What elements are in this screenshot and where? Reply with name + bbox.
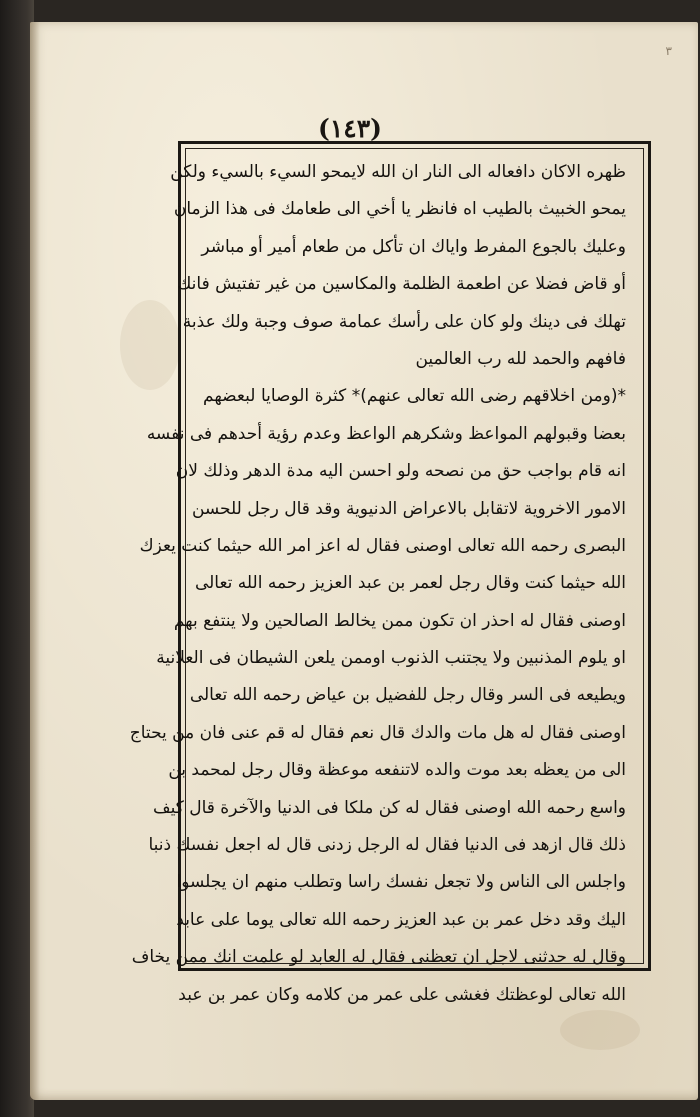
text-line: ظهره الاكان دافعاله الى النار ان الله لايمحو السيء بالسيء ولكن bbox=[170, 162, 626, 182]
book-spine-shadow bbox=[0, 0, 34, 1117]
text-line: يمحو الخبيث بالطيب اه فانظر يا أخي الى طعامك فى هذا الزمان bbox=[173, 199, 626, 220]
text-line: الله حيثما كنت وقال رجل لعمر بن عبد العزيز رحمه الله تعالى bbox=[194, 573, 626, 594]
text-line: فافهم والحمد لله رب العالمين bbox=[415, 348, 626, 369]
text-line: تهلك فى دينك ولو كان على رأسك عمامة صوف وجبة ولك عذبة bbox=[182, 311, 626, 332]
page-fold-shadow bbox=[30, 22, 40, 1100]
body-text bbox=[129, 154, 626, 1014]
text-line: الله تعالى لوعظتك فغشى على عمر من كلامه وكان عمر بن عبد bbox=[178, 984, 626, 1005]
corner-mark: ٣ bbox=[665, 44, 672, 58]
text-line: ذلك قال ازهد فى الدنيا فقال له الرجل زدنى قال له اجعل نفسك ذنبا bbox=[148, 835, 626, 856]
text-line: البصرى رحمه الله تعالى اوصنى فقال له اعز امر الله حيثما كنت يعزك bbox=[139, 535, 626, 556]
text-line: أو قاض فضلا عن اطعمة الظلمة والمكاسين من غير تفتيش فانك bbox=[177, 274, 626, 295]
paper-stain bbox=[120, 300, 180, 390]
text-frame bbox=[129, 141, 651, 1005]
text-line: واجلس الى الناس ولا تجعل نفسك راسا وتطلب منهم ان يجلسوا bbox=[176, 872, 626, 893]
text-line: انه قام بواجب حق من نصحه ولو احسن اليه مدة الدهر وذلك لان bbox=[175, 461, 626, 482]
text-line: وقال له حدثنى لاجل ان تعظنى فقال له العابد لو علمت انك ممن يخاف bbox=[131, 947, 626, 968]
text-line: ويطيعه فى السر وقال رجل للفضيل بن عياض رحمه الله تعالى bbox=[189, 685, 626, 706]
text-line: واسع رحمه الله اوصنى فقال له كن ملكا فى الدنيا والآخرة قال كيف bbox=[153, 797, 626, 818]
text-line: او يلوم المذنبين ولا يجتنب الذنوب اوممن يلعن الشيطان فى العلانية bbox=[156, 648, 626, 669]
text-line: وعليك بالجوع المفرط واياك ان تأكل من طعام أمير أو مباشر bbox=[201, 236, 626, 257]
text-line: اليك وقد دخل عمر بن عبد العزيز رحمه الله تعالى يوما على عابد bbox=[176, 909, 626, 930]
text-line: اوصنى فقال له هل مات والدك قال نعم فقال له قم عنى فان من يحتاج bbox=[129, 722, 626, 743]
text-line: اوصنى فقال له احذر ان تكون ممن يخالط الصالحين ولا ينتفع بهم bbox=[173, 610, 626, 631]
paper-stain bbox=[560, 1010, 640, 1050]
page-number: (١٤٣) bbox=[318, 114, 382, 143]
text-line: الامور الاخروية لاتقابل بالاعراض الدنيوية وقد قال رجل للحسن bbox=[191, 498, 626, 519]
text-line: الى من يعظه بعد موت والده لاتنفعه موعظة وقال رجل لمحمد بن bbox=[168, 760, 626, 781]
section-heading-line: *(ومن اخلاقهم رضى الله تعالى عنهم)* كثرة الوصايا لبعضهم bbox=[203, 386, 626, 407]
text-line: بعضا وقبولهم المواعظ وشكرهم الواعظ وعدم رؤية أحدهم فى نفسه bbox=[146, 423, 626, 444]
